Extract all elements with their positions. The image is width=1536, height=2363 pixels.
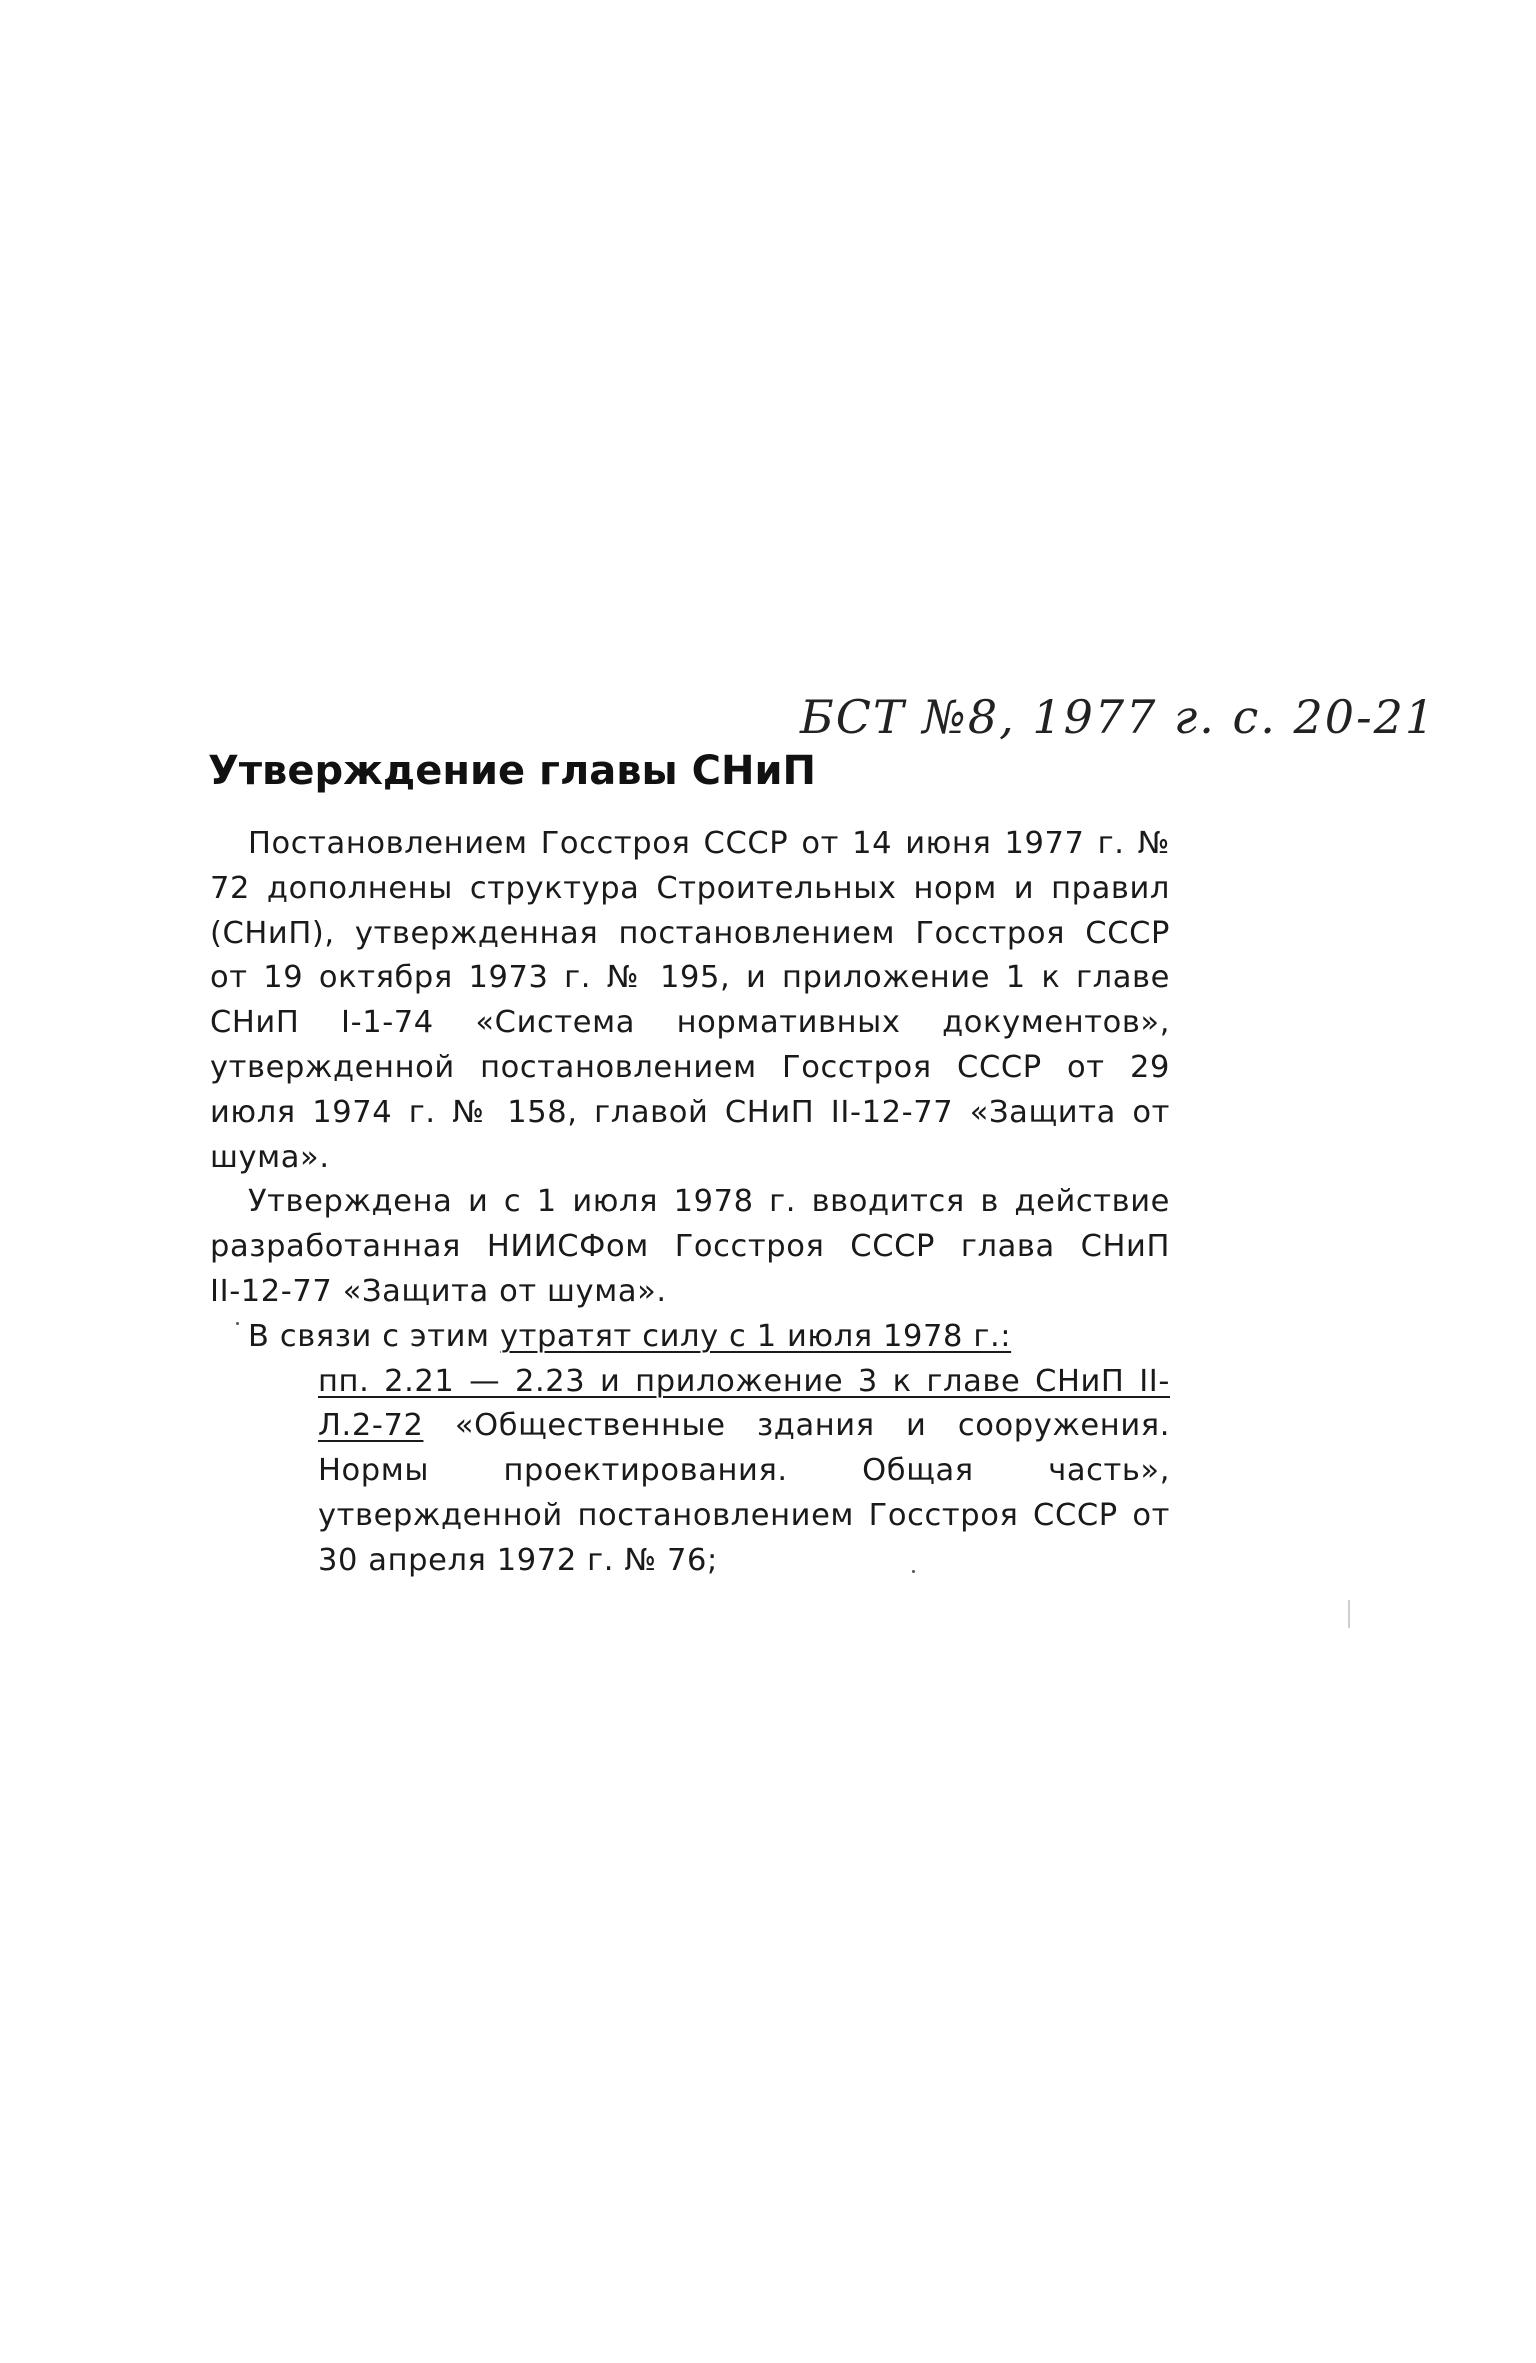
scan-margin-mark xyxy=(1348,1600,1350,1628)
paragraph-3-lead: В связи с этим xyxy=(248,1318,500,1354)
paragraph-1: Постановлением Госстроя СССР от 14 июня 1977 г. № 72 дополнены структура Строительных норм и правил (СНиП), утвержденная постановлением Госстроя СССР от 19 октября 1973 г. № 195, и приложение 1 к главе СНиП І-1-74 «Система нормативных документов», утвержденной постановлением Госстроя СССР от 29 июля 1974 г. № 158, главой СНиП ІІ-12-77 «Защита от шума». xyxy=(210,826,1170,1175)
list-item xyxy=(318,1360,1170,1584)
document-body xyxy=(210,822,1170,1584)
scan-speck xyxy=(912,1570,915,1573)
handwritten-annotation: БСТ №8, 1977 г. с. 20-21 xyxy=(800,690,1437,744)
paragraph-2: Утверждена и с 1 июля 1978 г. вводится в действие разработанная НИИСФом Госстроя СССР глава СНиП ІІ-12-77 «Защита от шума». xyxy=(210,1184,1170,1309)
paragraph-3-underlined: утратят силу с 1 июля 1978 г.: xyxy=(499,1318,1012,1354)
document-heading: Утверждение главы СНиП xyxy=(208,748,816,794)
paragraph-3 xyxy=(210,1315,1170,1360)
scan-speck xyxy=(236,1322,239,1325)
list-item-reference: пп. 2.21 — 2.23 и приложение 3 к главе СНиП ІІ-Л.2-72 xyxy=(318,1363,1170,1444)
list-item-text: «Общественные здания и сооружения. Нормы проектирования. Общая часть», утвержденной постановлением Госстроя СССР от 30 апреля 1972 г. № 76; xyxy=(318,1408,1170,1578)
